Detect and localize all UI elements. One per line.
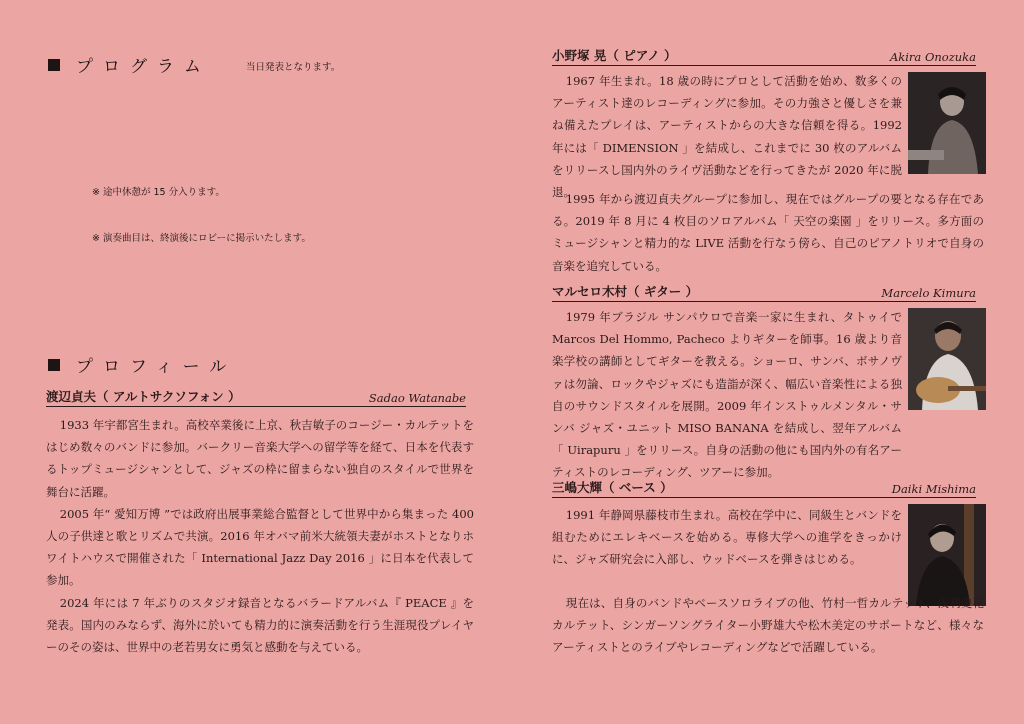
bio-paragraph: 1933 年宇都宮生まれ。高校卒業後に上京、秋吉敏子のコージー・カルテットをはじめ数々のバンドに参加。バークリー音楽大学への留学等を経て、日本を代表するトップミュージシャンとして、ジャズの枠に留まらない独自のスタイルで世界を舞台に活躍。 — [46, 418, 474, 499]
square-bullet-icon — [48, 59, 60, 71]
artist-photo — [908, 308, 986, 410]
bio-paragraph: 2005 年“ 愛知万博 ”では政府出展事業総合監督として世界中から集まった 400 人の子供達と歌とリズムで共演。2016 年オバマ前米大統領夫妻がホストとなりホワイトハウスで開催された「 International Jazz Day 2016 」に日本を代表して参加。 — [46, 506, 474, 588]
bio-paragraph: 1995 年から渡辺貞夫グループに参加し、現在ではグループの要となる存在である。2019 年 8 月に 4 枚目のソロアルバム「 天空の楽園 」をリリース。多方面のミュージシャンと精力的な LIVE 活動を行なう傍ら、自己のピアノトリオで自身の音楽を追究している。 — [552, 192, 984, 273]
artist-name-jp: 三嶋大輝（ ベース ） — [552, 480, 673, 495]
square-bullet-icon — [48, 359, 60, 371]
bio-paragraph: 現在は、自身のバンドやベースソロライブの他、竹村一哲カルテット、浅利史花カルテット、シンガーソングライター小野雄大や松木美定のサポートなど、様々なアーティストとのライブやレコーディングなどで活躍している。 — [552, 596, 984, 655]
artist-photo — [908, 72, 986, 174]
bio-paragraph: 2024 年には 7 年ぶりのスタジオ録音となるバラードアルバム『 PEACE 』を発表。国内のみならず、海外に於いても精力的に演奏活動を行う生涯現役プレイヤーのその姿は、世界中の老若男女に勇気と感動を与えている。 — [46, 595, 474, 655]
intermission-notice: ※ 途中休憩が 15 分入ります。 — [92, 187, 225, 198]
artist-name-row — [552, 476, 976, 498]
bio-paragraph: 1967 年生まれ。18 歳の時にプロとして活動を始め、数多くのアーティスト達のレコーディングに参加。その力強さと優しさを兼ね備えたプレイは、アーティストからの大きな信頼を得る。1992 年には「 DIMENSION 」を結成し、これまでに 30 枚のアルバムをリリースし国内外のライヴ活動などを行ってきたが 2020 年に脱退。 — [552, 74, 902, 200]
artist-bio — [552, 504, 902, 571]
artist-name-en: Akira Onozuka — [889, 50, 976, 64]
artist-bio — [46, 414, 474, 658]
program-note: 当日発表となります。 — [246, 62, 341, 73]
artist-name-en: Sadao Watanabe — [368, 391, 466, 405]
artist-bio-continued — [552, 592, 984, 659]
program-heading: プログラム — [48, 52, 211, 77]
artist-name-row — [552, 44, 976, 66]
artist-name-jp: マルセロ木村（ ギター ） — [552, 284, 699, 299]
artist-bio-continued — [552, 188, 984, 277]
artist-name-en: Marcelo Kimura — [881, 286, 976, 300]
artist-name-en: Daiki Mishima — [891, 482, 976, 496]
artist-bio — [552, 70, 902, 203]
artist-name-row — [46, 385, 466, 407]
bio-paragraph: 1979 年ブラジル サンパウロで音楽一家に生まれ、タトゥイで Marcos Del Hommo, Pacheco よりギターを師事。16 歳より音楽学校の講師としてギターを教える。ショーロ、サンバ、ボサノヴァは勿論、ロックやジャズにも造詣が深く、幅広い音楽性による独自のサウンドスタイルを展開。2009 年インストゥルメンタル・サンバ ジャズ・ユニット MISO BANANA を結成し、翌年アルバム「 Uirapuru 」をリリース。自身の活動の他にも国内外の有名アーティストのレコーディング、ツアーに参加。 — [552, 310, 902, 480]
artist-name-jp: 小野塚 晃（ ピアノ ） — [552, 48, 677, 63]
artist-photo — [908, 504, 986, 606]
artist-bio — [552, 306, 902, 484]
artist-name-jp: 渡辺貞夫（ アルトサクソフォン ） — [46, 389, 241, 404]
artist-name-row — [552, 280, 976, 302]
profile-heading: プロフィール — [48, 352, 236, 377]
setlist-notice: ※ 演奏曲目は、終演後にロビーに掲示いたします。 — [92, 233, 311, 244]
bio-paragraph: 1991 年静岡県藤枝市生まれ。高校在学中に、同級生とバンドを組むためにエレキベースを始める。専修大学への進学をきっかけに、ジャズ研究会に入部し、ウッドベースを弾きはじめる。 — [552, 508, 902, 567]
